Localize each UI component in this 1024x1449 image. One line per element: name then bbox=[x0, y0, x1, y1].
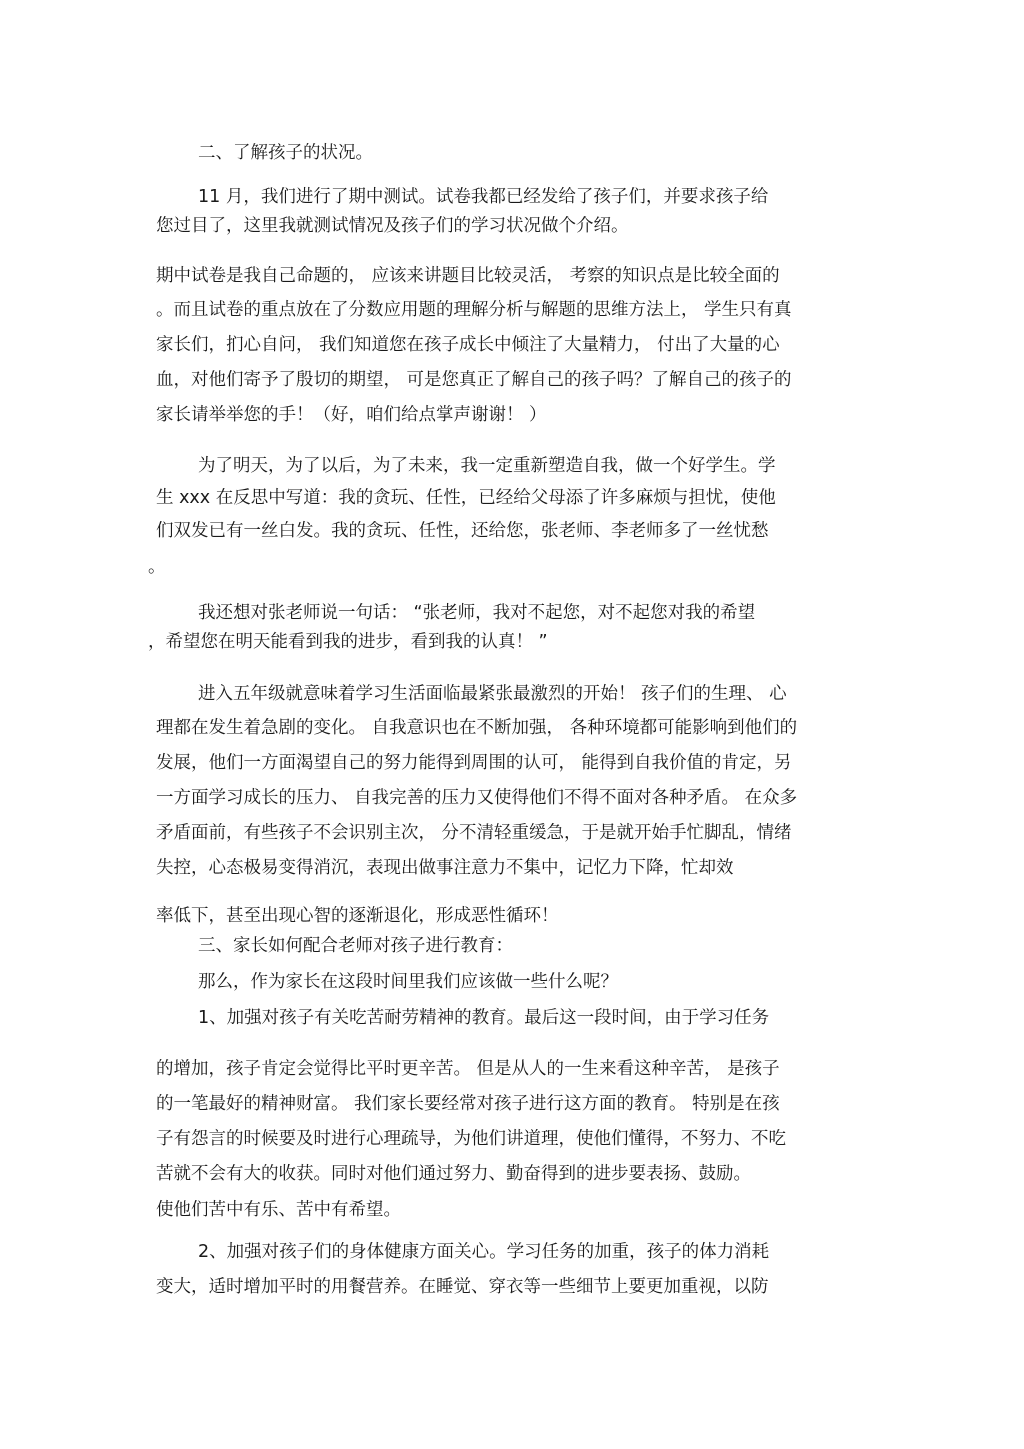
text-line: 11 月，我们进行了期中测试。试卷我都已经发给了孩子们，并要求孩子给 bbox=[198, 187, 769, 207]
text-line: 变大，适时增加平时的用餐营养。在睡觉、穿衣等一些细节上要更加重视，以防 bbox=[156, 1277, 769, 1297]
text-line: 生 xxx 在反思中写道：我的贪玩、任性，已经给父母添了许多麻烦与担忧，使他 bbox=[156, 488, 776, 508]
text-line: ，希望您在明天能看到我的进步，看到我的认真！ ” bbox=[148, 632, 548, 652]
text-line: 期中试卷是我自己命题的， 应该来讲题目比较灵活， 考察的知识点是比较全面的 bbox=[156, 266, 780, 286]
text-line: 们双发已有一丝白发。我的贪玩、任性，还给您，张老师、李老师多了一丝忧愁 bbox=[156, 521, 769, 541]
text-line: 血，对他们寄予了殷切的期望， 可是您真正了解自己的孩子吗？了解自己的孩子的 bbox=[156, 370, 792, 390]
text-line: 率低下，甚至出现心智的逐渐退化，形成恶性循环！ bbox=[156, 906, 559, 926]
text-line: 那么，作为家长在这段时间里我们应该做一些什么呢？ bbox=[198, 972, 618, 992]
heading-understand-child: 二、了解孩子的状况。 bbox=[198, 143, 373, 163]
text-line: 子有怨言的时候要及时进行心理疏导，为他们讲道理，使他们懂得，不努力、不吃 bbox=[156, 1129, 786, 1149]
text-line: 我还想对张老师说一句话： “张老师，我对不起您，对不起您对我的希望 bbox=[198, 603, 756, 623]
text-line: 。 bbox=[148, 557, 166, 577]
text-line: 进入五年级就意味着学习生活面临最紧张最激烈的开始！ 孩子们的生理、 心 bbox=[198, 684, 787, 704]
text-line: 家长们，扪心自问， 我们知道您在孩子成长中倾注了大量精力， 付出了大量的心 bbox=[156, 335, 780, 355]
text-line: 您过目了，这里我就测试情况及孩子们的学习状况做个介绍。 bbox=[156, 216, 629, 236]
text-line: 使他们苦中有乐、苦中有希望。 bbox=[156, 1200, 401, 1220]
text-line: 为了明天，为了以后，为了未来，我一定重新塑造自我，做一个好学生。学 bbox=[198, 456, 776, 476]
text-line: 理都在发生着急剧的变化。 自我意识也在不断加强， 各种环境都可能影响到他们的 bbox=[156, 718, 798, 738]
text-line: 矛盾面前，有些孩子不会识别主次， 分不清轻重缓急，于是就开始手忙脚乱，情绪 bbox=[156, 823, 792, 843]
text-line: 的一笔最好的精神财富。 我们家长要经常对孩子进行这方面的教育。 特别是在孩 bbox=[156, 1094, 780, 1114]
text-line: 。而且试卷的重点放在了分数应用题的理解分析与解题的思维方法上， 学生只有真 bbox=[156, 300, 792, 320]
text-line: 发展，他们一方面渴望自己的努力能得到周围的认可， 能得到自我价值的肯定，另 bbox=[156, 753, 792, 773]
heading-parent-cooperation: 三、家长如何配合老师对孩子进行教育： bbox=[198, 936, 513, 956]
text-line: 苦就不会有大的收获。同时对他们通过努力、勤奋得到的进步要表扬、鼓励。 bbox=[156, 1164, 751, 1184]
text-line: 家长请举举您的手！（好，咱们给点掌声谢谢！ ） bbox=[156, 405, 547, 425]
text-line: 1、加强对孩子有关吃苦耐劳精神的教育。最后这一段时间，由于学习任务 bbox=[198, 1008, 770, 1028]
text-line: 的增加，孩子肯定会觉得比平时更辛苦。 但是从人的一生来看这种辛苦， 是孩子 bbox=[156, 1059, 780, 1079]
text-line: 一方面学习成长的压力、 自我完善的压力又使得他们不得不面对各种矛盾。 在众多 bbox=[156, 788, 798, 808]
text-line: 失控，心态极易变得消沉，表现出做事注意力不集中，记忆力下降，忙却效 bbox=[156, 858, 734, 878]
text-line: 2、加强对孩子们的身体健康方面关心。学习任务的加重，孩子的体力消耗 bbox=[198, 1242, 770, 1262]
